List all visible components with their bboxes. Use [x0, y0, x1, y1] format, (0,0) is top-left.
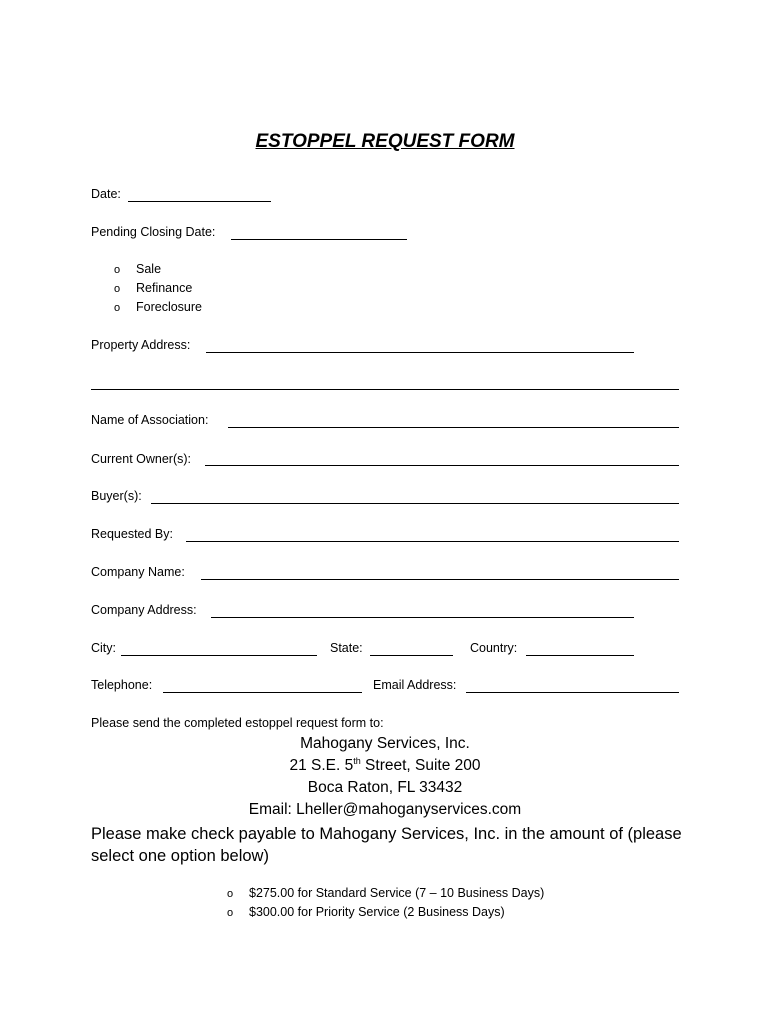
- foreclosure-checkbox[interactable]: o: [114, 302, 121, 314]
- email-address-field[interactable]: [466, 692, 679, 693]
- company-address-label: Company Address:: [91, 603, 197, 617]
- foreclosure-label: Foreclosure: [136, 300, 202, 314]
- state-field[interactable]: [370, 655, 453, 656]
- property-address-field-line-2[interactable]: [91, 389, 679, 390]
- requested-by-field[interactable]: [186, 541, 679, 542]
- sale-label: Sale: [136, 262, 162, 276]
- city-field[interactable]: [121, 655, 317, 656]
- city-state-zip-line: Boca Raton, FL 33432: [307, 779, 463, 796]
- name-of-association-field[interactable]: [228, 427, 679, 428]
- property-address-label: Property Address:: [91, 338, 191, 352]
- email-address-label: Email Address:: [373, 678, 457, 692]
- name-of-association-label: Name of Association:: [91, 413, 209, 427]
- sale-checkbox[interactable]: o: [114, 264, 121, 276]
- requested-by-label: Requested By:: [91, 527, 173, 541]
- current-owners-field[interactable]: [205, 465, 679, 466]
- company-name-field[interactable]: [201, 579, 679, 580]
- telephone-field[interactable]: [163, 692, 362, 693]
- country-field[interactable]: [526, 655, 634, 656]
- buyers-field[interactable]: [151, 503, 679, 504]
- city-label: City:: [91, 641, 116, 655]
- state-label: State:: [330, 641, 363, 655]
- standard-service-checkbox[interactable]: o: [227, 888, 234, 900]
- form-title: ESTOPPEL REQUEST FORM: [255, 131, 515, 152]
- refinance-label: Refinance: [136, 281, 193, 295]
- standard-service-option: $275.00 for Standard Service (7 – 10 Business Days): [249, 886, 545, 900]
- refinance-checkbox[interactable]: o: [114, 283, 121, 295]
- date-field[interactable]: [128, 201, 271, 202]
- street-name-text: Street, Suite 200: [360, 757, 481, 774]
- telephone-label: Telephone:: [91, 678, 153, 692]
- payment-note: Please make check payable to Mahogany Services, Inc. in the amount of (please select one option below): [91, 825, 682, 865]
- property-address-field[interactable]: [206, 352, 634, 353]
- pending-closing-date-field[interactable]: [231, 239, 407, 240]
- country-label: Country:: [470, 641, 518, 655]
- priority-service-checkbox[interactable]: o: [227, 907, 234, 919]
- company-name-line: Mahogany Services, Inc.: [300, 735, 470, 752]
- priority-service-option: $300.00 for Priority Service (2 Business Days): [249, 905, 505, 919]
- email-line: Email: Lheller@mahoganyservices.com: [248, 801, 522, 818]
- date-label: Date:: [91, 187, 121, 201]
- buyers-label: Buyer(s):: [91, 489, 142, 503]
- street-number-text: 21 S.E. 5: [289, 757, 354, 774]
- company-name-label: Company Name:: [91, 565, 185, 579]
- street-address-line: [0, 757, 770, 775]
- street-ordinal-suffix: th: [353, 755, 361, 766]
- current-owners-label: Current Owner(s):: [91, 452, 192, 466]
- pending-closing-date-label: Pending Closing Date:: [91, 225, 216, 239]
- company-address-field[interactable]: [211, 617, 634, 618]
- send-to-intro: Please send the completed estoppel request form to:: [91, 716, 384, 730]
